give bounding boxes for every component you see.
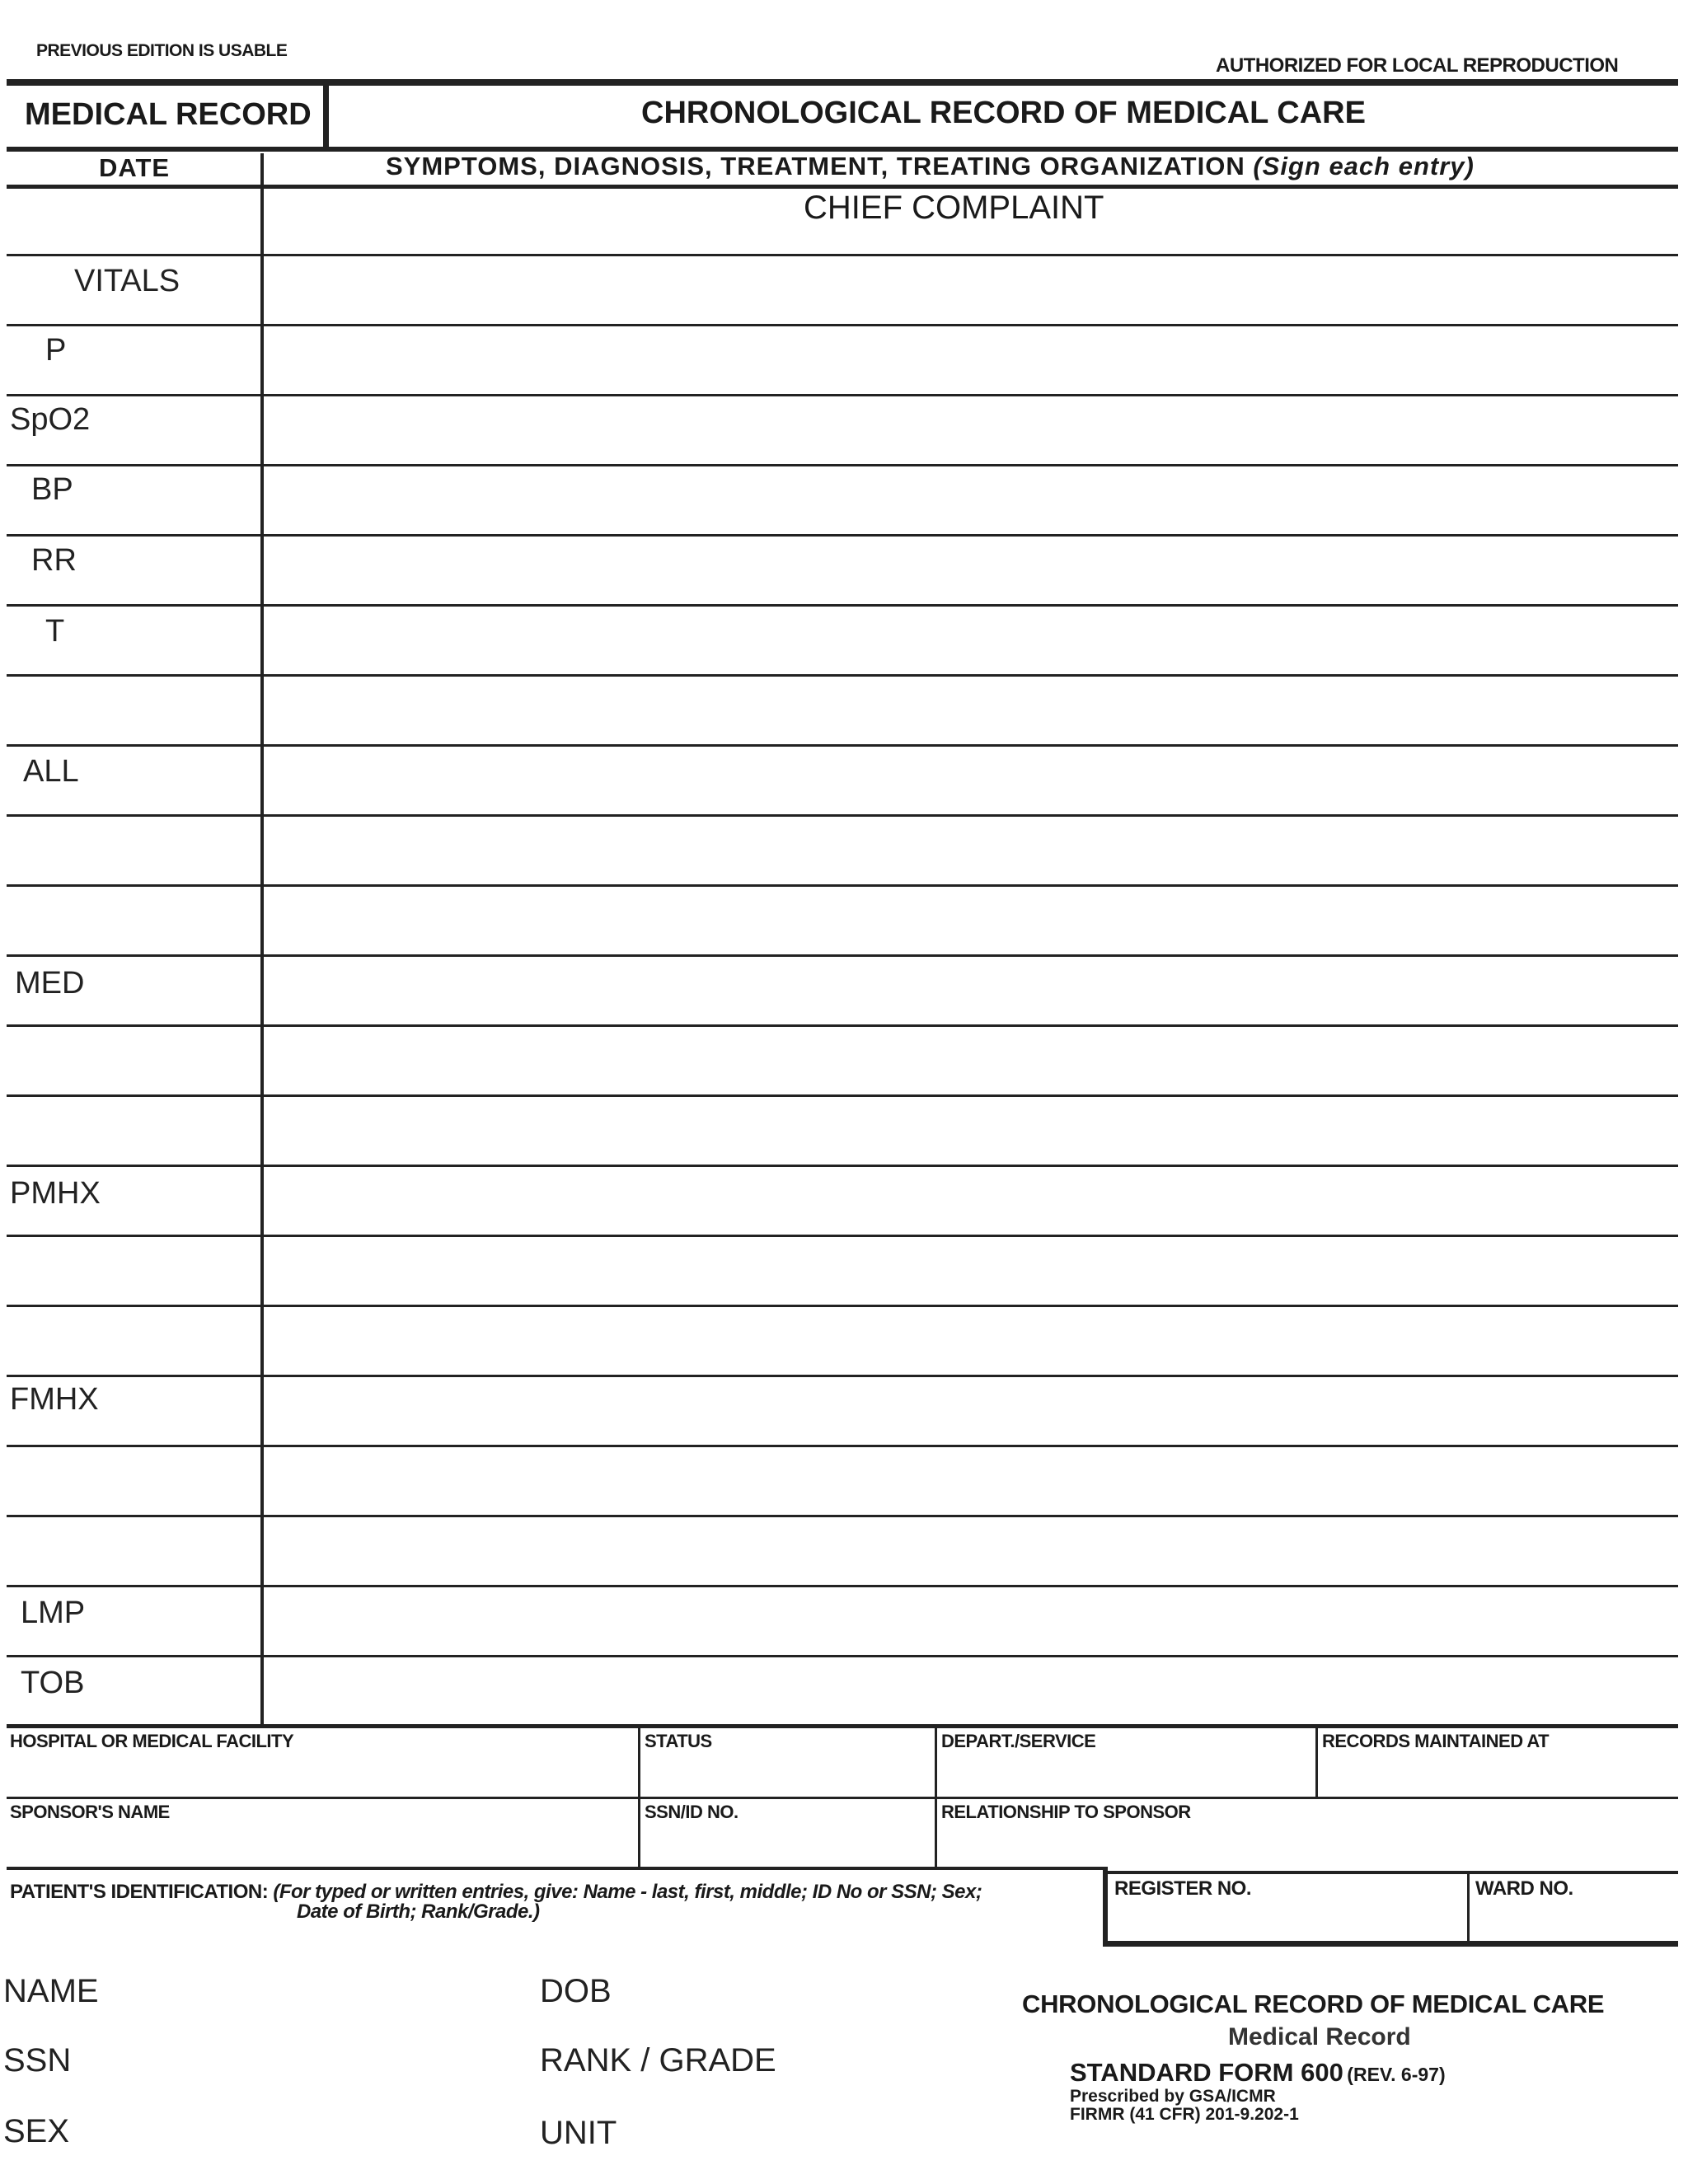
register-no-label: REGISTER NO. — [1114, 1877, 1252, 1900]
patient-name-label: NAME — [3, 1973, 99, 2009]
facility-middle-rule — [7, 1797, 1678, 1799]
date-column-divider — [260, 153, 264, 1724]
row-line — [7, 254, 1678, 256]
patient-dob-label: DOB — [540, 1973, 612, 2009]
row-line — [7, 1165, 1678, 1167]
row-line — [7, 394, 1678, 396]
row-line — [7, 1375, 1678, 1377]
row-line — [7, 814, 1678, 817]
footer-form-id — [1070, 2058, 1446, 2088]
firmr-citation: FIRMR (41 CFR) 201-9.202-1 — [1070, 2105, 1299, 2124]
patient-ssn-label: SSN — [3, 2042, 72, 2079]
row-line — [7, 324, 1678, 326]
row-line — [7, 1655, 1678, 1657]
ward-no-label: WARD NO. — [1475, 1877, 1573, 1900]
temperature-label: T — [45, 614, 65, 649]
symptoms-column-label: SYMPTOMS, DIAGNOSIS, TREATMENT, TREATING ORGANIZATION — [386, 152, 1245, 180]
patient-sex-label: SEX — [3, 2113, 70, 2149]
footer-subtitle: Medical Record — [1228, 2023, 1411, 2050]
ssn-id-field-label: SSN/ID NO. — [645, 1802, 738, 1822]
register-ward-divider — [1467, 1872, 1470, 1943]
chief-complaint-label: CHIEF COMPLAINT — [804, 190, 1104, 226]
row-line — [7, 1024, 1678, 1027]
vitals-label: VITALS — [74, 264, 181, 298]
rr-label: RR — [31, 543, 77, 578]
hospital-field-label: HOSPITAL OR MEDICAL FACILITY — [10, 1731, 294, 1751]
sponsor-field-label: SPONSOR'S NAME — [10, 1802, 170, 1822]
medical-record-box-title: MEDICAL RECORD — [25, 97, 312, 132]
patient-id-note-2: Date of Birth; Rank/Grade.) — [297, 1900, 540, 1923]
row-line — [7, 1305, 1678, 1307]
patient-rank-label: RANK / GRADE — [540, 2042, 776, 2079]
register-box-left — [1103, 1867, 1108, 1945]
standard-form-number: STANDARD FORM 600 — [1070, 2058, 1343, 2087]
row-line — [7, 604, 1678, 607]
register-top-rule — [1103, 1871, 1678, 1874]
row-line — [7, 744, 1678, 747]
status-field-label: STATUS — [645, 1731, 712, 1751]
pmhx-label: PMHX — [10, 1176, 101, 1211]
row-line — [7, 674, 1678, 677]
header-divider — [323, 86, 329, 152]
authorized-note: AUTHORIZED FOR LOCAL REPRODUCTION — [1216, 54, 1619, 77]
patient-id-note-1: (For typed or written entries, give: Name - last, first, middle; ID No or SSN; Sex; — [273, 1881, 982, 1903]
symptoms-column-header — [386, 152, 1475, 181]
form-revision: (REV. 6-97) — [1347, 2064, 1446, 2085]
row-line — [7, 534, 1678, 537]
register-box-bottom — [1103, 1941, 1678, 1947]
row-line — [7, 1094, 1678, 1097]
row-line — [7, 954, 1678, 957]
facility-divider-3 — [1315, 1728, 1318, 1797]
relationship-field-label: RELATIONSHIP TO SPONSOR — [941, 1802, 1191, 1822]
patient-unit-label: UNIT — [540, 2115, 617, 2151]
date-column-header: DATE — [99, 153, 171, 182]
row-line — [7, 1235, 1678, 1237]
patient-id-top-rule — [7, 1867, 1103, 1870]
lmp-label: LMP — [21, 1596, 86, 1630]
header-top-rule — [7, 79, 1678, 86]
patient-id-title: PATIENT'S IDENTIFICATION: — [10, 1881, 269, 1903]
row-line — [7, 1445, 1678, 1447]
depart-field-label: DEPART./SERVICE — [941, 1731, 1096, 1751]
row-line — [7, 1585, 1678, 1587]
records-field-label: RECORDS MAINTAINED AT — [1322, 1731, 1550, 1751]
allergies-label: ALL — [23, 754, 79, 789]
row-line — [7, 884, 1678, 887]
bp-label: BP — [31, 472, 73, 507]
tob-label: TOB — [21, 1666, 85, 1700]
fmhx-label: FMHX — [10, 1382, 99, 1417]
previous-edition-note: PREVIOUS EDITION IS USABLE — [36, 41, 288, 60]
sign-each-entry-note: (Sign each entry) — [1253, 152, 1475, 180]
row-line — [7, 464, 1678, 466]
footer-title: CHRONOLOGICAL RECORD OF MEDICAL CARE — [1022, 1990, 1605, 2018]
pulse-label: P — [45, 333, 67, 368]
spo2-label: SpO2 — [10, 402, 91, 437]
row-line — [7, 1515, 1678, 1517]
medications-label: MED — [15, 966, 85, 1001]
prescribed-by: Prescribed by GSA/ICMR — [1070, 2087, 1276, 2106]
facility-top-rule — [7, 1724, 1678, 1728]
main-title: CHRONOLOGICAL RECORD OF MEDICAL CARE — [641, 96, 1366, 130]
column-header-rule — [7, 185, 1678, 189]
